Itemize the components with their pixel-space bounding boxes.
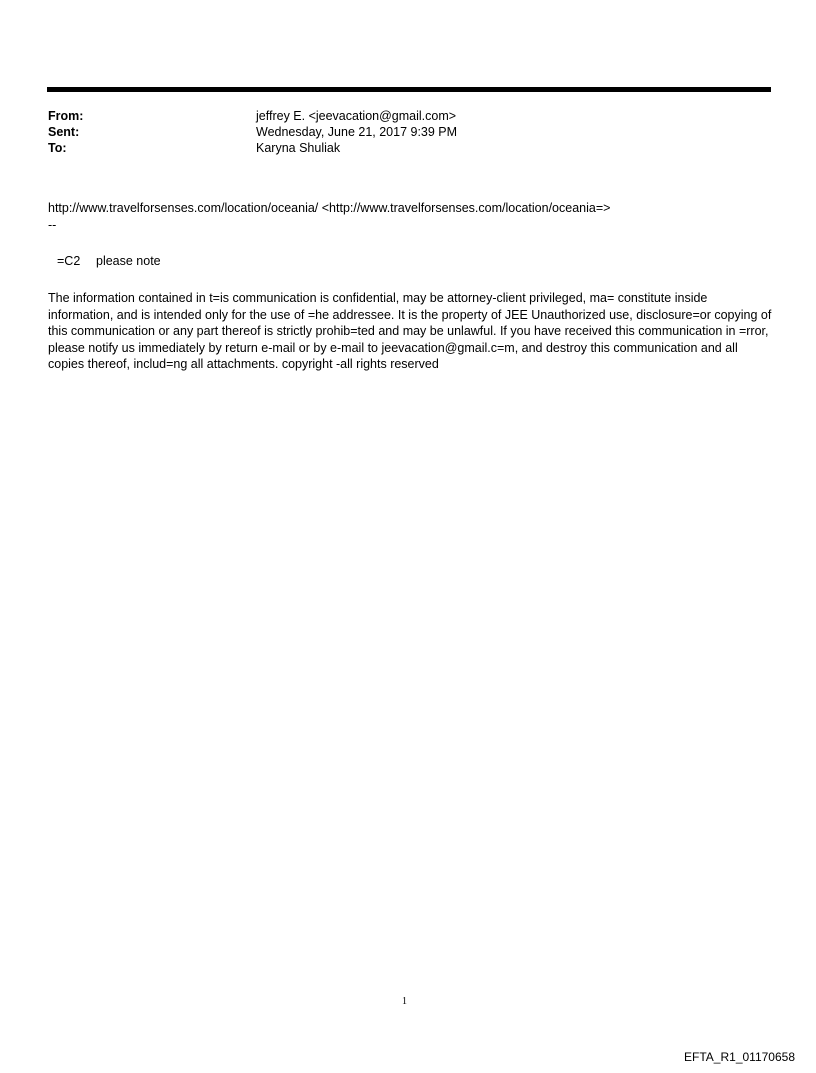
url-line: http://www.travelforsenses.com/location/oceania/ <http://www.travelforsenses.com/location/oceania=> xyxy=(48,201,611,215)
note-text: please note xyxy=(96,254,161,268)
from-label: From: xyxy=(48,109,84,123)
to-row xyxy=(48,140,768,156)
to-value: Karyna Shuliak xyxy=(256,141,341,155)
header-divider xyxy=(47,87,771,92)
sent-value: Wednesday, June 21, 2017 9:39 PM xyxy=(256,125,458,139)
note-line xyxy=(48,253,772,269)
sent-label: Sent: xyxy=(48,125,80,139)
signature-separator: -- xyxy=(48,218,57,232)
confidentiality-disclaimer: The information contained in t=is communication is confidential, may be attorney-client privileged, ma= constitute inside information, and is intended only for the use of =he addressee. It is the property of JEE Unauthorized use, disclosure=or copying of this communication or any part thereof is strictly prohib=ted and may be unlawful. If you have received this communication in =rror, please notify us immediately by return e-mail or by e-mail to jeevacation@gmail.c=m, and destroy this communication and all copies thereof, includ=ng all attachments. copyright -all rights reserved xyxy=(48,291,772,371)
to-label: To: xyxy=(48,141,67,155)
from-row xyxy=(48,108,768,124)
from-value: jeffrey E. <jeevacation@gmail.com> xyxy=(256,109,457,123)
note-code: =C2 xyxy=(57,254,81,268)
page-number: 1 xyxy=(402,996,407,1007)
email-header xyxy=(48,108,768,156)
sent-row xyxy=(48,124,768,140)
bates-number: EFTA_R1_01170658 xyxy=(684,1050,795,1064)
